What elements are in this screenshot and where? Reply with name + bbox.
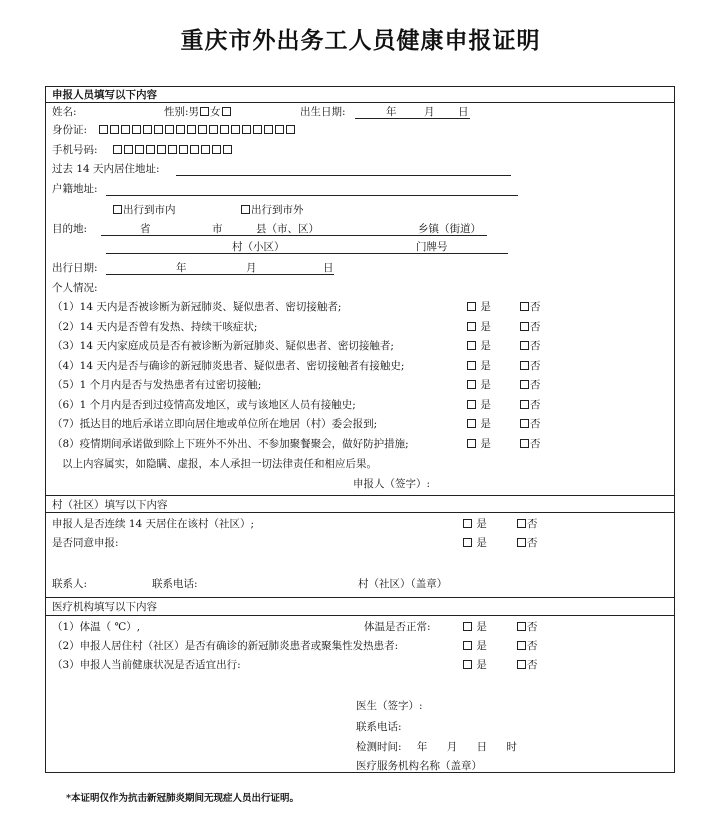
- check-time-label: 检测时间:: [356, 741, 402, 753]
- section3-top: [46, 597, 674, 598]
- section2-top: [46, 495, 674, 496]
- question-no-checkbox[interactable]: [520, 322, 529, 331]
- no-label: 否: [527, 659, 538, 671]
- temperature-label: （1）体温（ ℃）,: [52, 621, 141, 633]
- id-digit-box[interactable]: [176, 125, 185, 134]
- question-yes: [466, 398, 491, 412]
- dest-village: 村（小区）: [232, 241, 285, 253]
- question-no: [519, 320, 541, 334]
- question-no: [519, 417, 541, 431]
- id-digit-box[interactable]: [132, 125, 141, 134]
- form-frame: [45, 86, 675, 773]
- med-q1-no-checkbox[interactable]: [517, 622, 526, 631]
- yes-label: 是: [480, 320, 491, 333]
- question-no: [519, 339, 541, 353]
- question-no-checkbox[interactable]: [520, 380, 529, 389]
- huji-line[interactable]: [106, 195, 518, 196]
- community-q1-no-checkbox[interactable]: [517, 519, 526, 528]
- question-no: [519, 300, 541, 314]
- med-q3-yes: [462, 658, 487, 672]
- question-yes-checkbox[interactable]: [467, 439, 476, 448]
- question-yes-checkbox[interactable]: [467, 361, 476, 370]
- dob-label: 出生日期:: [300, 106, 346, 118]
- community-q1-no: [516, 517, 538, 531]
- question-yes: [466, 359, 491, 373]
- yes-label: 是: [480, 398, 491, 411]
- question-yes: [466, 417, 491, 431]
- id-digit-box[interactable]: [198, 125, 207, 134]
- no-label: 否: [530, 398, 541, 411]
- id-digit-box[interactable]: [165, 125, 174, 134]
- yes-label: 是: [480, 379, 491, 391]
- dob-month: 月: [424, 106, 435, 118]
- med-q2: （2）申报人居住村（社区）是否有确诊的新冠肺炎患者或聚集性发热患者:: [52, 640, 399, 652]
- declaration: 以上内容属实，如隐瞒、虚报，本人承担一切法律责任和相应后果。: [62, 458, 377, 470]
- phone-digit-box[interactable]: [135, 145, 144, 154]
- med-contact-phone: 联系电话:: [356, 721, 402, 733]
- question-text: （5）1 个月内是否与发热患者有过密切接触;: [52, 379, 262, 391]
- section2-header: 村（社区）填写以下内容: [52, 499, 168, 511]
- question-no-checkbox[interactable]: [520, 439, 529, 448]
- question-no: [519, 398, 541, 412]
- id-digit-box[interactable]: [275, 125, 284, 134]
- question-yes-checkbox[interactable]: [467, 380, 476, 389]
- yes-label: 是: [476, 621, 487, 633]
- question-yes-checkbox[interactable]: [467, 341, 476, 350]
- destination-label: 目的地:: [52, 223, 88, 235]
- question-no-checkbox[interactable]: [520, 361, 529, 370]
- dest-city: 市: [212, 223, 223, 235]
- check-year: 年: [416, 741, 428, 753]
- no-label: 否: [530, 418, 541, 430]
- check-time: [356, 740, 517, 754]
- residence-line[interactable]: [176, 175, 511, 176]
- dob-line[interactable]: [355, 118, 470, 119]
- question-yes: [466, 378, 491, 392]
- no-label: 否: [527, 640, 538, 652]
- phone-digit-box[interactable]: [179, 145, 188, 154]
- no-label: 否: [527, 518, 538, 530]
- id-digit-box[interactable]: [154, 125, 163, 134]
- id-digit-box[interactable]: [264, 125, 273, 134]
- yes-label: 是: [476, 518, 487, 530]
- question-yes: [466, 300, 491, 314]
- question-no: [519, 359, 541, 373]
- question-text: （7）抵达目的地后承诺立即向居住地或单位所在地居（村）委会报到;: [52, 418, 378, 430]
- question-no-checkbox[interactable]: [520, 419, 529, 428]
- no-label: 否: [530, 340, 541, 352]
- dest-door: 门牌号: [416, 241, 448, 253]
- check-day: 日: [476, 741, 488, 753]
- community-q2-no-checkbox[interactable]: [517, 538, 526, 547]
- section3-divider: [46, 615, 674, 616]
- phone-digit-box[interactable]: [124, 145, 133, 154]
- female-checkbox[interactable]: [222, 107, 231, 116]
- yes-label: 是: [480, 301, 491, 313]
- male-label: 男: [188, 106, 200, 118]
- footnote: *本证明仅作为抗击新冠肺炎期间无现症人员出行证明。: [66, 793, 299, 804]
- section3-header: 医疗机构填写以下内容: [52, 601, 157, 613]
- travel-month: 月: [246, 262, 257, 274]
- residence-label: 过去 14 天内居住地址:: [52, 163, 160, 175]
- yes-label: 是: [476, 537, 487, 549]
- no-label: 否: [530, 437, 541, 450]
- community-q2-yes: [462, 536, 487, 550]
- yes-label: 是: [480, 418, 491, 430]
- temperature-normal-label: 体温是否正常:: [364, 621, 431, 633]
- travel-date-label: 出行日期:: [52, 262, 98, 274]
- applicant-signature: 申报人（签字）:: [353, 478, 431, 490]
- question-no: [519, 437, 541, 451]
- huji-label: 户籍地址:: [52, 183, 98, 195]
- id-digit-box[interactable]: [121, 125, 130, 134]
- no-label: 否: [530, 359, 541, 372]
- yes-label: 是: [476, 659, 487, 671]
- yes-label: 是: [480, 340, 491, 352]
- question-yes: [466, 437, 491, 451]
- no-label: 否: [530, 301, 541, 313]
- travel-out-option: [240, 203, 304, 217]
- contact-phone-label: 联系电话:: [152, 578, 198, 590]
- community-q2-no: [516, 536, 538, 550]
- travel-in-option: [112, 203, 176, 217]
- med-q2-yes: [462, 639, 487, 653]
- phone-digit-box[interactable]: [190, 145, 199, 154]
- med-q2-no: [516, 639, 538, 653]
- question-yes-checkbox[interactable]: [467, 302, 476, 311]
- dob-year: 年: [386, 106, 397, 118]
- question-yes-checkbox[interactable]: [467, 419, 476, 428]
- phone-digit-box[interactable]: [113, 145, 122, 154]
- yes-label: 是: [480, 359, 491, 372]
- id-digit-box[interactable]: [220, 125, 229, 134]
- community-q1: 申报人是否连续 14 天居住在该村（社区）;: [52, 518, 255, 530]
- med-q3-no: [516, 658, 538, 672]
- check-month: 月: [446, 741, 458, 753]
- question-yes-checkbox[interactable]: [467, 322, 476, 331]
- id-digit-box[interactable]: [209, 125, 218, 134]
- question-yes: [466, 339, 491, 353]
- id-digit-box[interactable]: [143, 125, 152, 134]
- question-no: [519, 378, 541, 392]
- travel-in-checkbox[interactable]: [113, 205, 122, 214]
- travel-out-label: 出行到市外: [251, 204, 304, 216]
- question-text: （2）14 天内是否曾有发热、持续干咳症状;: [52, 320, 258, 333]
- female-label: 女: [210, 106, 221, 118]
- question-text: （8）疫情期间承诺做到除上下班外不外出、不参加聚餐聚会，做好防护措施;: [52, 437, 409, 450]
- question-no-checkbox[interactable]: [520, 400, 529, 409]
- yes-label: 是: [476, 640, 487, 652]
- question-text: （6）1 个月内是否到过疫情高发地区，或与该地区人员有接触史;: [52, 398, 356, 411]
- phone-digit-box[interactable]: [223, 145, 232, 154]
- question-text: （4）14 天内是否与确诊的新冠肺炎患者、疑似患者、密切接触者有接触史;: [52, 359, 405, 372]
- question-no-checkbox[interactable]: [520, 341, 529, 350]
- male-checkbox[interactable]: [200, 107, 209, 116]
- dest-county: 县（市、区）: [256, 223, 319, 235]
- community-q2: 是否同意申报:: [52, 537, 119, 549]
- med-q1-yes-checkbox[interactable]: [463, 622, 472, 631]
- phone-digit-box[interactable]: [146, 145, 155, 154]
- gender-label: 性别:: [164, 106, 189, 118]
- med-q3-yes-checkbox[interactable]: [463, 660, 472, 669]
- travel-in-label: 出行到市内: [123, 204, 176, 216]
- med-q1-no: [516, 620, 538, 634]
- community-q1-yes: [462, 517, 487, 531]
- phone-digit-box[interactable]: [201, 145, 210, 154]
- id-digit-box[interactable]: [242, 125, 251, 134]
- question-text: （3）14 天内家庭成员是否有被诊断为新冠肺炎、疑似患者、密切接触者;: [52, 340, 394, 352]
- med-q1-yes: [462, 620, 487, 634]
- question-yes: [466, 320, 491, 334]
- dest-province: 省: [140, 223, 151, 235]
- gender-field: [164, 105, 232, 119]
- phone-digit-box[interactable]: [168, 145, 177, 154]
- no-label: 否: [530, 320, 541, 333]
- travel-date-line[interactable]: [106, 274, 334, 275]
- no-label: 否: [527, 537, 538, 549]
- contact-person-label: 联系人:: [52, 578, 88, 590]
- doctor-signature: 医生（签字）:: [356, 700, 423, 712]
- community-q2-yes-checkbox[interactable]: [463, 538, 472, 547]
- personal-label: 个人情况:: [52, 282, 98, 294]
- section1-header: 申报人员填写以下内容: [52, 89, 157, 101]
- destination-line-2[interactable]: [106, 253, 508, 254]
- name-label: 姓名:: [52, 106, 77, 118]
- med-q3: （3）申报人当前健康状况是否适宜出行:: [52, 659, 241, 671]
- phone-label: 手机号码:: [52, 144, 98, 156]
- travel-out-checkbox[interactable]: [241, 205, 250, 214]
- med-q2-yes-checkbox[interactable]: [463, 641, 472, 650]
- dob-day: 日: [458, 106, 469, 118]
- community-q1-yes-checkbox[interactable]: [463, 519, 472, 528]
- id-number-boxes[interactable]: [98, 123, 296, 137]
- id-digit-box[interactable]: [110, 125, 119, 134]
- question-yes-checkbox[interactable]: [467, 400, 476, 409]
- community-stamp: 村（社区）（盖章）: [358, 578, 448, 590]
- id-digit-box[interactable]: [99, 125, 108, 134]
- id-digit-box[interactable]: [253, 125, 262, 134]
- travel-day: 日: [323, 262, 334, 274]
- phone-digit-box[interactable]: [212, 145, 221, 154]
- med-q3-no-checkbox[interactable]: [517, 660, 526, 669]
- question-no-checkbox[interactable]: [520, 302, 529, 311]
- phone-digit-box[interactable]: [157, 145, 166, 154]
- section2-divider: [46, 512, 674, 513]
- yes-label: 是: [480, 437, 491, 450]
- no-label: 否: [527, 621, 538, 633]
- med-q2-no-checkbox[interactable]: [517, 641, 526, 650]
- section1-divider: [46, 102, 674, 103]
- id-digit-box[interactable]: [286, 125, 295, 134]
- travel-year: 年: [176, 262, 187, 274]
- no-label: 否: [530, 379, 541, 391]
- page-title: 重庆市外出务工人员健康申报证明: [180, 27, 541, 54]
- phone-number-boxes[interactable]: [112, 143, 233, 157]
- check-hour: 时: [506, 741, 517, 753]
- question-text: （1）14 天内是否被诊断为新冠肺炎、疑似患者、密切接触者;: [52, 301, 342, 313]
- id-digit-box[interactable]: [187, 125, 196, 134]
- id-digit-box[interactable]: [231, 125, 240, 134]
- institution-stamp: 医疗服务机构名称（盖章）: [356, 760, 482, 772]
- id-label: 身份证:: [52, 124, 88, 136]
- dest-town: 乡镇（街道）: [418, 223, 481, 235]
